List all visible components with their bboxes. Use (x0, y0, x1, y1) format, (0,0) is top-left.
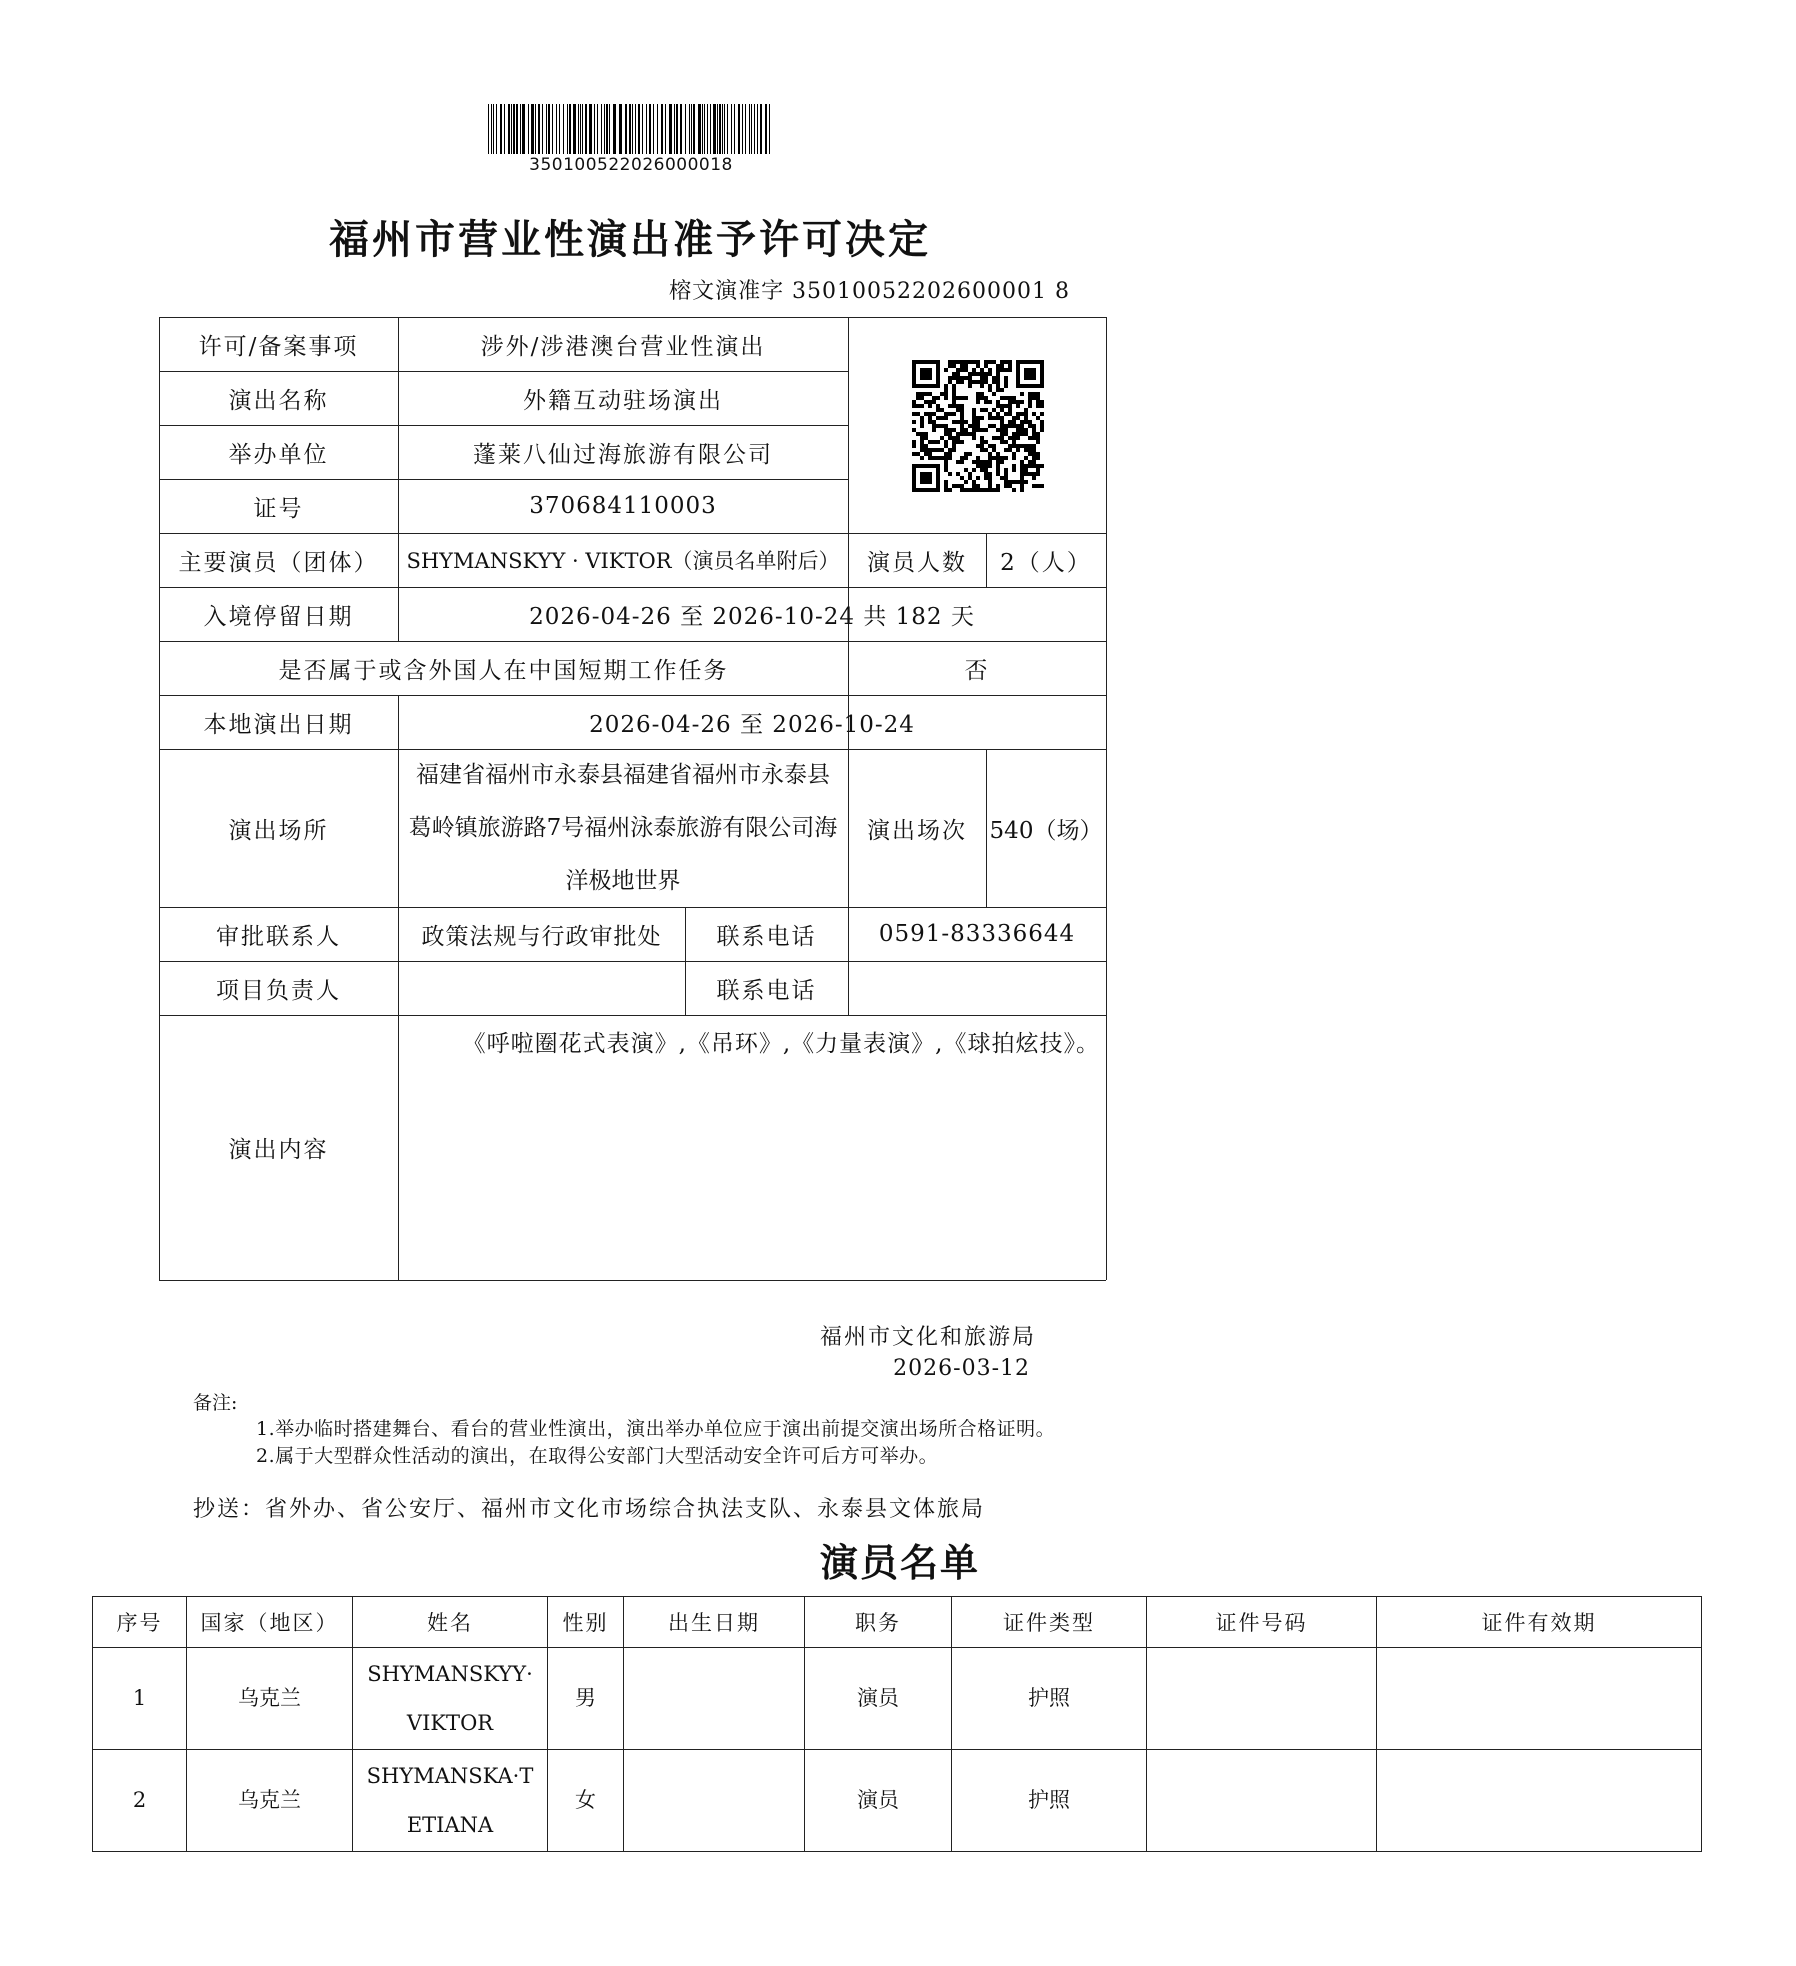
project-lead-label: 项目负责人 (216, 977, 341, 1004)
row-role: 演员 (805, 1750, 952, 1852)
document-number: 榕文演准字 35010052202600001 8 (669, 279, 1070, 304)
row-id-number (1147, 1648, 1377, 1750)
cert-number-label: 证号 (253, 495, 304, 522)
row-birth-date (624, 1648, 805, 1750)
phone-label-2: 联系电话 (716, 977, 817, 1004)
show-name-value: 外籍互动驻场演出 (523, 387, 723, 414)
local-dates-label: 本地演出日期 (203, 711, 354, 738)
name-line-1: SHYMANSKA·T (366, 1763, 534, 1788)
page-title: 福州市营业性演出准予许可决定 (329, 216, 931, 263)
performer-count-value: 2（人） (1000, 549, 1092, 576)
row-id-validity (1377, 1750, 1702, 1852)
issuer: 福州市文化和旅游局 (819, 1325, 1036, 1350)
cert-number-value: 370684110003 (529, 493, 717, 519)
qr-code (912, 360, 1044, 492)
performer-count-label: 演员人数 (867, 549, 967, 576)
short-term-work-answer: 否 (964, 657, 990, 684)
main-performer-value: SHYMANSKYY · VIKTOR（演员名单附后） (406, 549, 840, 573)
row-country: 乌克兰 (187, 1648, 353, 1750)
row-id-type: 护照 (952, 1750, 1147, 1852)
row-role: 演员 (805, 1648, 952, 1750)
roster-title: 演员名单 (819, 1540, 980, 1585)
local-dates-value: 2026-04-26 至 2026-10-24 (589, 711, 915, 738)
row-no: 2 (93, 1750, 187, 1852)
notes-title: 备注: (193, 1392, 238, 1414)
permit-item-value: 涉外/涉港澳台营业性演出 (480, 333, 766, 360)
permit-item-label: 许可/备案事项 (198, 333, 359, 360)
roster-header-row (93, 1597, 1702, 1648)
show-name-label: 演出名称 (228, 387, 329, 414)
project-lead-value (398, 961, 685, 1015)
content-label: 演出内容 (228, 1137, 329, 1163)
row-id-number (1147, 1750, 1377, 1852)
row-gender: 男 (548, 1648, 624, 1750)
row-country: 乌克兰 (187, 1750, 353, 1852)
row-id-type: 护照 (952, 1648, 1147, 1750)
barcode-number: 350100522026000018 (529, 155, 733, 175)
name-line-2: ETIANA (406, 1812, 494, 1837)
venue-value: 福建省福州市永泰县福建省福州市永泰县葛岭镇旅游路7号福州泳泰旅游有限公司海洋极地世界 (408, 761, 838, 894)
short-term-work-question: 是否属于或含外国人在中国短期工作任务 (278, 657, 729, 684)
cc-list: 抄送：省外办、省公安厅、福州市文化市场综合执法支队、永泰县文体旅局 (193, 1497, 986, 1522)
header-id-validity: 证件有效期 (1377, 1597, 1702, 1648)
phone-value-1: 0591-83336644 (878, 921, 1076, 947)
stay-dates-value: 2026-04-26 至 2026-10-24 共 182 天 (529, 603, 975, 630)
performer-roster-table (92, 1596, 1702, 1852)
name-line-1: SHYMANSKYY· (367, 1661, 533, 1686)
name-line-2: VIKTOR (406, 1710, 494, 1735)
table-row (93, 1750, 1702, 1852)
sessions-label: 演出场次 (867, 817, 967, 844)
approval-contact-label: 审批联系人 (216, 923, 341, 950)
organizer-value: 蓬莱八仙过海旅游有限公司 (473, 441, 773, 468)
phone-value-2 (848, 961, 1106, 1015)
header-id-number: 证件号码 (1147, 1597, 1377, 1648)
header-role: 职务 (805, 1597, 952, 1648)
content-value: 《呼啦圈花式表演》,《吊环》,《力量表演》,《球拍炫技》。 (462, 1031, 1100, 1057)
header-birth-date: 出生日期 (624, 1597, 805, 1648)
row-birth-date (624, 1750, 805, 1852)
venue-label: 演出场所 (228, 817, 329, 844)
row-name (353, 1648, 548, 1750)
stay-dates-label: 入境停留日期 (203, 603, 354, 630)
note-line-2: 2.属于大型群众性活动的演出，在取得公安部门大型活动安全许可后方可举办。 (256, 1445, 939, 1467)
header-id-type: 证件类型 (952, 1597, 1147, 1648)
row-no: 1 (93, 1648, 187, 1750)
organizer-label: 举办单位 (228, 441, 329, 468)
row-gender: 女 (548, 1750, 624, 1852)
row-name (353, 1750, 548, 1852)
header-name: 姓名 (353, 1597, 548, 1648)
header-gender: 性别 (548, 1597, 624, 1648)
phone-label-1: 联系电话 (716, 923, 817, 950)
approval-contact-value: 政策法规与行政审批处 (421, 923, 662, 950)
table-row (93, 1648, 1702, 1750)
row-id-validity (1377, 1648, 1702, 1750)
main-performer-label: 主要演员（团体） (178, 549, 379, 576)
note-line-1: 1.举办临时搭建舞台、看台的营业性演出，演出举办单位应于演出前提交演出场所合格证明。 (256, 1418, 1056, 1440)
header-no: 序号 (93, 1597, 187, 1648)
sessions-value: 540（场） (989, 817, 1103, 844)
header-country: 国家（地区） (187, 1597, 353, 1648)
issue-date: 2026-03-12 (893, 1356, 1030, 1381)
